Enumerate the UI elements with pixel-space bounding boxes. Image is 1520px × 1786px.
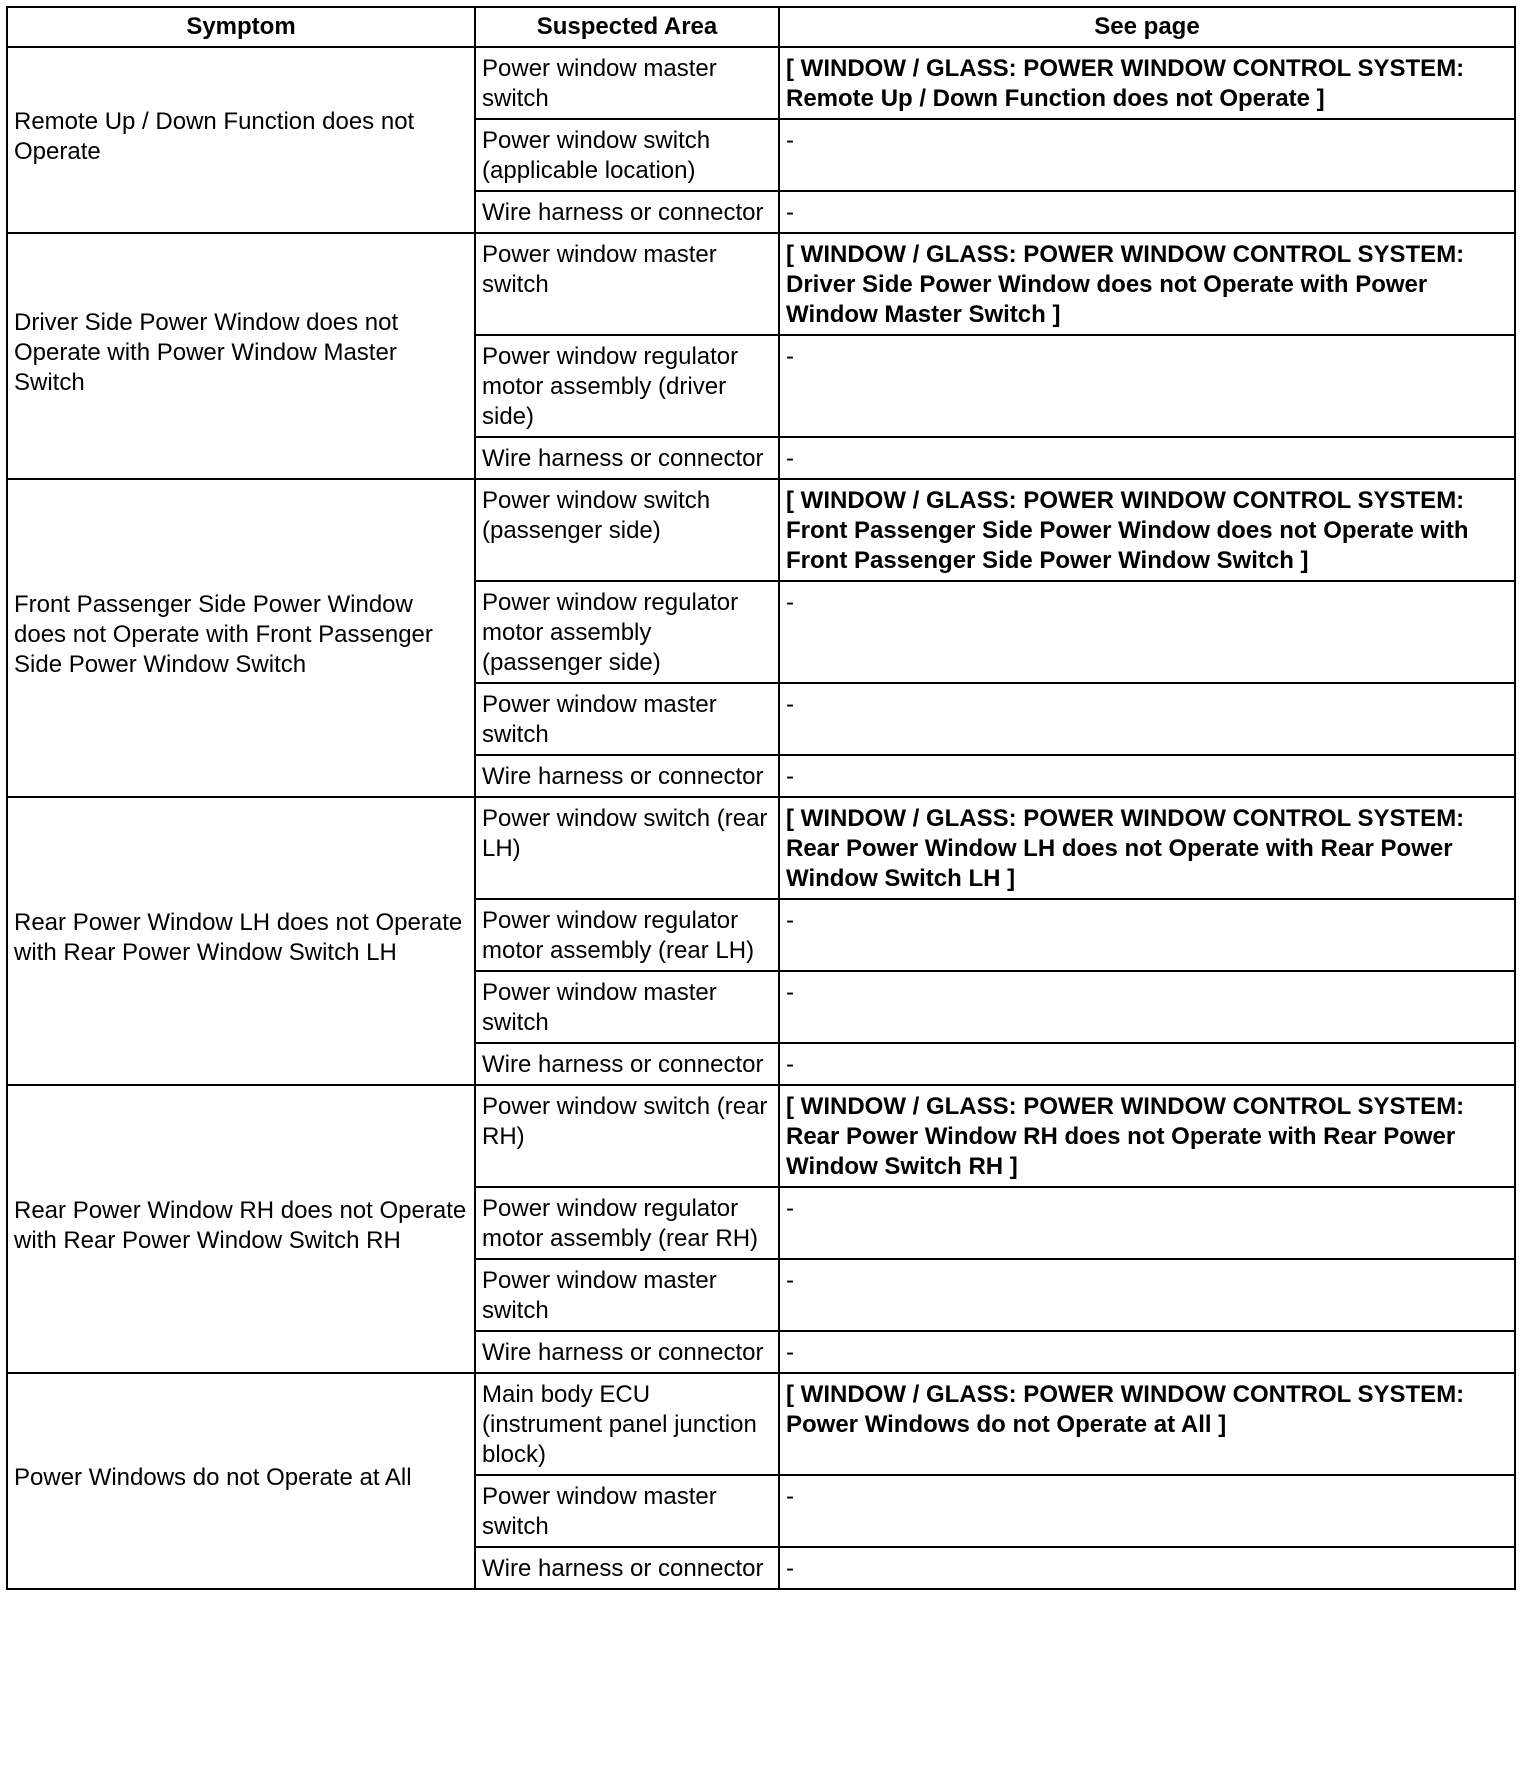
see-page-cell: -: [779, 683, 1515, 755]
suspected-area-cell: Power window master switch: [475, 1259, 779, 1331]
suspected-area-cell: Power window regulator motor assembly (rear LH): [475, 899, 779, 971]
see-page-cell: -: [779, 1187, 1515, 1259]
suspected-area-cell: Power window switch (rear LH): [475, 797, 779, 899]
see-page-reference-link[interactable]: [ WINDOW / GLASS: POWER WINDOW CONTROL SYSTEM: Driver Side Power Window does not Operate with Power Window Master Switch ]: [779, 233, 1515, 335]
header-see-page: See page: [779, 7, 1515, 47]
see-page-cell: -: [779, 1043, 1515, 1085]
see-page-reference-link[interactable]: [ WINDOW / GLASS: POWER WINDOW CONTROL SYSTEM: Rear Power Window LH does not Operate with Rear Power Window Switch LH ]: [779, 797, 1515, 899]
see-page-cell: -: [779, 899, 1515, 971]
symptom-cell: Rear Power Window LH does not Operate with Rear Power Window Switch LH: [7, 797, 475, 1085]
suspected-area-cell: Wire harness or connector: [475, 1043, 779, 1085]
symptom-cell: Driver Side Power Window does not Operate with Power Window Master Switch: [7, 233, 475, 479]
header-suspected-area: Suspected Area: [475, 7, 779, 47]
suspected-area-cell: Wire harness or connector: [475, 191, 779, 233]
suspected-area-cell: Power window switch (rear RH): [475, 1085, 779, 1187]
problem-symptoms-table: [6, 6, 1516, 1590]
see-page-cell: -: [779, 119, 1515, 191]
see-page-reference-link[interactable]: [ WINDOW / GLASS: POWER WINDOW CONTROL SYSTEM: Rear Power Window RH does not Operate with Rear Power Window Switch RH ]: [779, 1085, 1515, 1187]
suspected-area-cell: Wire harness or connector: [475, 755, 779, 797]
suspected-area-cell: Main body ECU (instrument panel junction block): [475, 1373, 779, 1475]
table-row: [7, 479, 1515, 581]
suspected-area-cell: Power window master switch: [475, 971, 779, 1043]
table-row: [7, 1373, 1515, 1475]
symptom-cell: Power Windows do not Operate at All: [7, 1373, 475, 1589]
see-page-reference-link[interactable]: [ WINDOW / GLASS: POWER WINDOW CONTROL SYSTEM: Power Windows do not Operate at All ]: [779, 1373, 1515, 1475]
symptom-cell: Remote Up / Down Function does not Operate: [7, 47, 475, 233]
suspected-area-cell: Power window regulator motor assembly (rear RH): [475, 1187, 779, 1259]
see-page-cell: -: [779, 335, 1515, 437]
see-page-cell: -: [779, 971, 1515, 1043]
table-row: [7, 47, 1515, 119]
suspected-area-cell: Wire harness or connector: [475, 1331, 779, 1373]
table-row: [7, 797, 1515, 899]
symptom-cell: Front Passenger Side Power Window does not Operate with Front Passenger Side Power Window Switch: [7, 479, 475, 797]
suspected-area-cell: Power window master switch: [475, 1475, 779, 1547]
see-page-reference-link[interactable]: [ WINDOW / GLASS: POWER WINDOW CONTROL SYSTEM: Remote Up / Down Function does not Operate ]: [779, 47, 1515, 119]
see-page-cell: -: [779, 191, 1515, 233]
see-page-cell: -: [779, 755, 1515, 797]
table-header-row: [7, 7, 1515, 47]
see-page-cell: -: [779, 1331, 1515, 1373]
suspected-area-cell: Power window switch (applicable location): [475, 119, 779, 191]
see-page-cell: -: [779, 1475, 1515, 1547]
table-body: [7, 47, 1515, 1589]
troubleshooting-table-container: [6, 6, 1514, 1590]
symptom-cell: Rear Power Window RH does not Operate with Rear Power Window Switch RH: [7, 1085, 475, 1373]
see-page-cell: -: [779, 1547, 1515, 1589]
suspected-area-cell: Power window master switch: [475, 683, 779, 755]
suspected-area-cell: Power window master switch: [475, 233, 779, 335]
see-page-cell: -: [779, 581, 1515, 683]
header-symptom: Symptom: [7, 7, 475, 47]
see-page-cell: -: [779, 1259, 1515, 1331]
suspected-area-cell: Wire harness or connector: [475, 437, 779, 479]
suspected-area-cell: Power window switch (passenger side): [475, 479, 779, 581]
suspected-area-cell: Power window regulator motor assembly (passenger side): [475, 581, 779, 683]
see-page-cell: -: [779, 437, 1515, 479]
table-row: [7, 1085, 1515, 1187]
suspected-area-cell: Wire harness or connector: [475, 1547, 779, 1589]
suspected-area-cell: Power window master switch: [475, 47, 779, 119]
table-row: [7, 233, 1515, 335]
suspected-area-cell: Power window regulator motor assembly (driver side): [475, 335, 779, 437]
see-page-reference-link[interactable]: [ WINDOW / GLASS: POWER WINDOW CONTROL SYSTEM: Front Passenger Side Power Window does not Operate with Front Passenger Side Power Window Switch ]: [779, 479, 1515, 581]
